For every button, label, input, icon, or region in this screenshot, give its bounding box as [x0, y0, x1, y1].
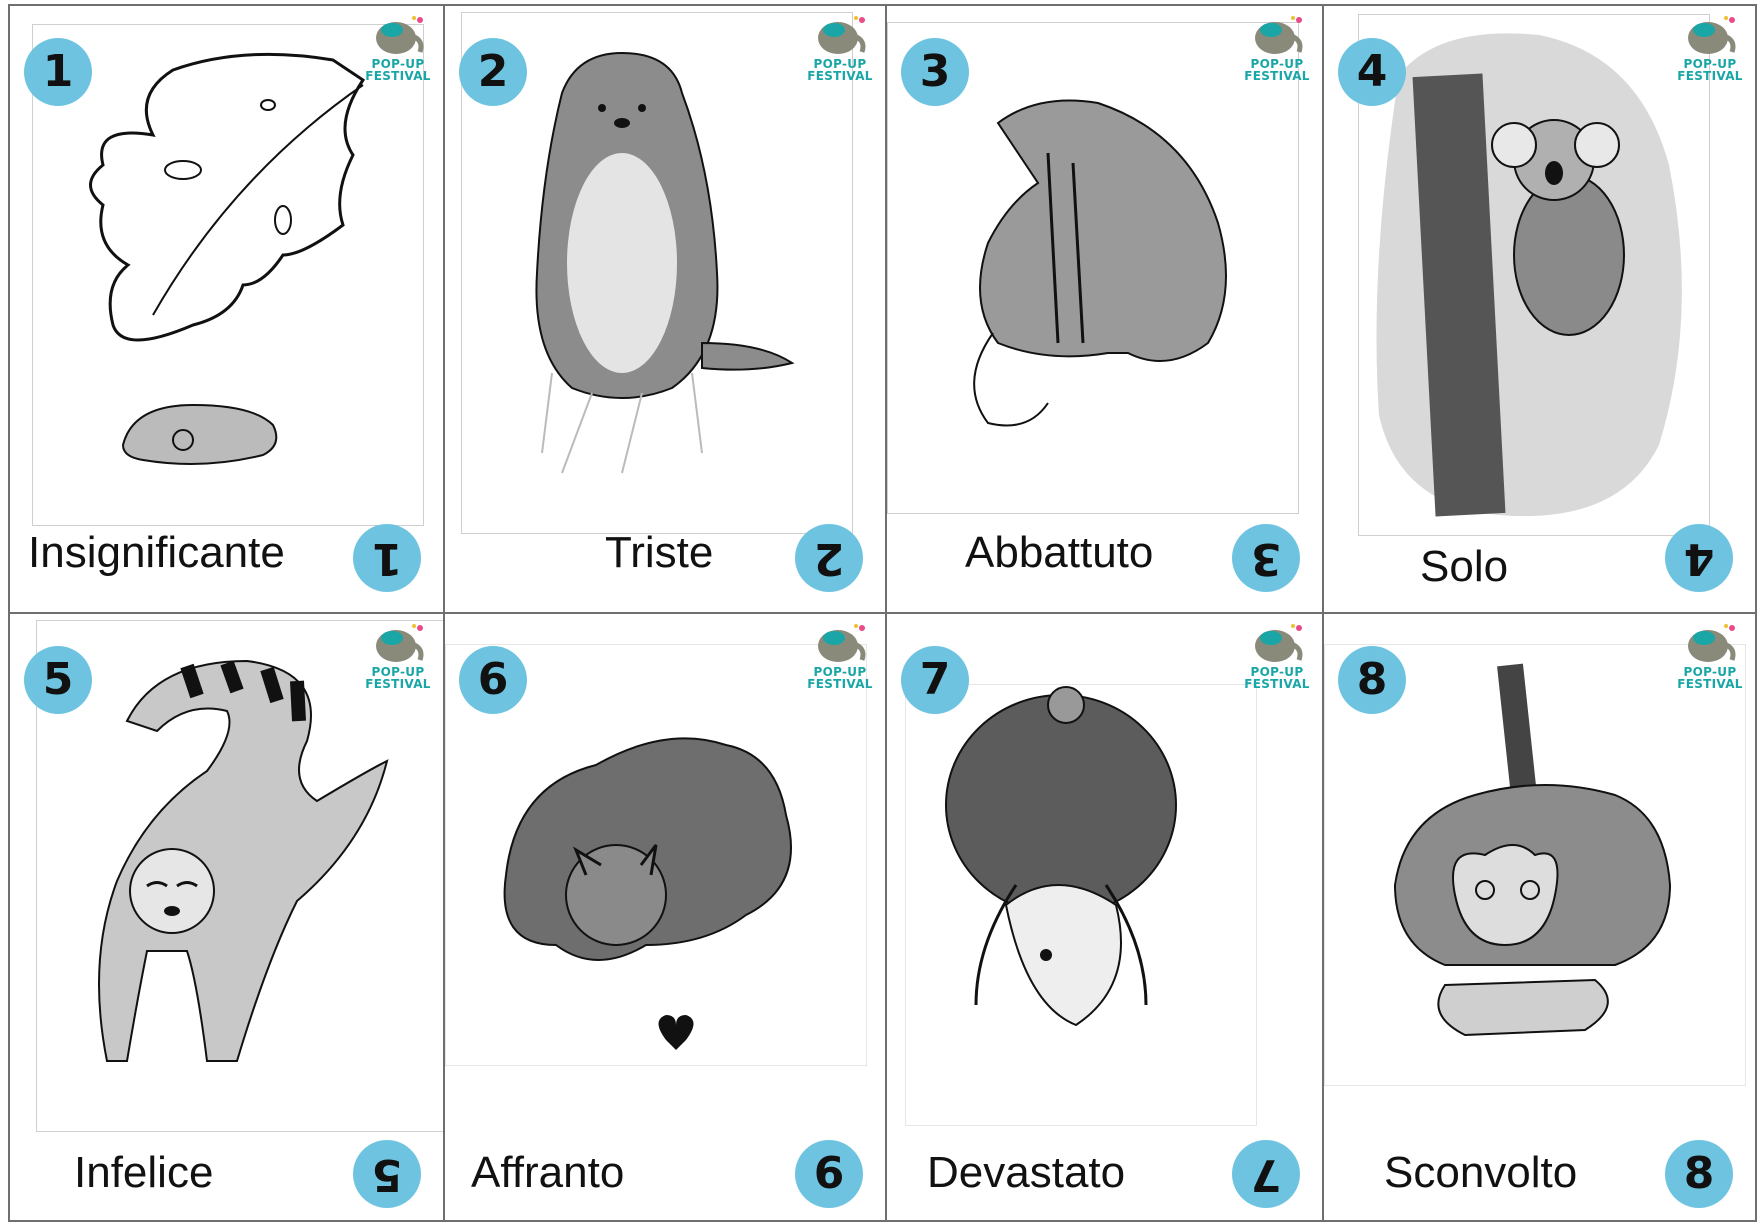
logo-text-line2: FESTIVAL: [1677, 677, 1743, 691]
card-frame: [905, 684, 1257, 1126]
elephant-icon: [812, 14, 868, 58]
pop-up-festival-logo: [1242, 622, 1312, 702]
card-frame: [32, 24, 424, 526]
pop-up-festival-logo: [805, 14, 875, 94]
card-label: Sconvolto: [1384, 1148, 1578, 1197]
logo-text-line1: POP-UP: [1250, 665, 1304, 679]
card-label: Solo: [1420, 542, 1509, 591]
card-number-badge-corner: 6: [795, 1140, 863, 1208]
card-number-badge: 6: [459, 646, 527, 714]
card-label: Triste: [605, 528, 714, 577]
card-label: Insignificante: [28, 528, 285, 577]
pop-up-festival-logo: [1242, 14, 1312, 94]
logo-text-line1: POP-UP: [813, 57, 867, 71]
card-number-badge: 7: [901, 646, 969, 714]
leaf-chameleon-icon: [33, 25, 423, 525]
pop-up-festival-logo: [363, 14, 433, 94]
emotion-card-8: [1324, 614, 1757, 1222]
logo-text-line1: POP-UP: [1683, 57, 1737, 71]
card-number-badge-inverted: 3: [1232, 524, 1300, 592]
pop-up-festival-logo: [1675, 622, 1745, 702]
card-number-badge-inverted: 7: [1232, 1140, 1300, 1208]
emotion-card-6: [445, 614, 887, 1222]
crying-cat-icon: [1325, 645, 1745, 1085]
card-label: Infelice: [74, 1148, 214, 1197]
pop-up-festival-logo: [363, 622, 433, 702]
card-number-badge: 8: [1338, 646, 1406, 714]
logo-text-line1: POP-UP: [1683, 665, 1737, 679]
card-number-badge-inverted: 5: [353, 1140, 421, 1208]
pop-up-festival-logo: [1675, 14, 1745, 94]
elephant-icon: [1249, 622, 1305, 666]
logo-text-line2: FESTIVAL: [1244, 677, 1310, 691]
pop-up-festival-logo: [805, 622, 875, 702]
emotion-card-4: [1324, 4, 1757, 614]
elephant-icon: [1682, 622, 1738, 666]
emotion-card-7: [887, 614, 1324, 1222]
card-label: Abbattuto: [965, 528, 1154, 577]
elephant-icon: [370, 14, 426, 58]
card-number-badge: 5: [24, 646, 92, 714]
card-number-badge: 4: [1338, 38, 1406, 106]
hiding-rabbit-icon: [906, 685, 1256, 1125]
elephant-icon: [1682, 14, 1738, 58]
logo-text-line2: FESTIVAL: [807, 69, 873, 83]
logo-text-line2: FESTIVAL: [365, 677, 431, 691]
emotion-card-2: [445, 4, 887, 614]
elephant-icon: [1249, 14, 1305, 58]
logo-text-line2: FESTIVAL: [1677, 69, 1743, 83]
card-label: Devastato: [927, 1148, 1126, 1197]
card-number-badge-inverted: 4: [1665, 524, 1733, 592]
card-number-badge-corner: 8: [1665, 1140, 1733, 1208]
emotion-card-1: [8, 4, 445, 614]
logo-text-line1: POP-UP: [813, 665, 867, 679]
logo-text-line2: FESTIVAL: [1244, 69, 1310, 83]
emotion-card-5: [8, 614, 445, 1222]
card-label: Affranto: [471, 1148, 625, 1197]
elephant-icon: [370, 622, 426, 666]
card-number-badge-inverted: 1: [353, 524, 421, 592]
logo-text-line1: POP-UP: [371, 57, 425, 71]
logo-text-line1: POP-UP: [371, 665, 425, 679]
elephant-icon: [812, 622, 868, 666]
card-number-badge: 3: [901, 38, 969, 106]
logo-text-line2: FESTIVAL: [365, 69, 431, 83]
logo-text-line2: FESTIVAL: [807, 677, 873, 691]
card-number-badge-inverted: 2: [795, 524, 863, 592]
emotion-card-3: [887, 4, 1324, 614]
card-frame: [1358, 14, 1710, 536]
card-sheet: [8, 4, 1757, 1222]
koala-icon: [1359, 15, 1709, 535]
logo-text-line1: POP-UP: [1250, 57, 1304, 71]
card-number-badge: 1: [24, 38, 92, 106]
card-number-badge: 2: [459, 38, 527, 106]
